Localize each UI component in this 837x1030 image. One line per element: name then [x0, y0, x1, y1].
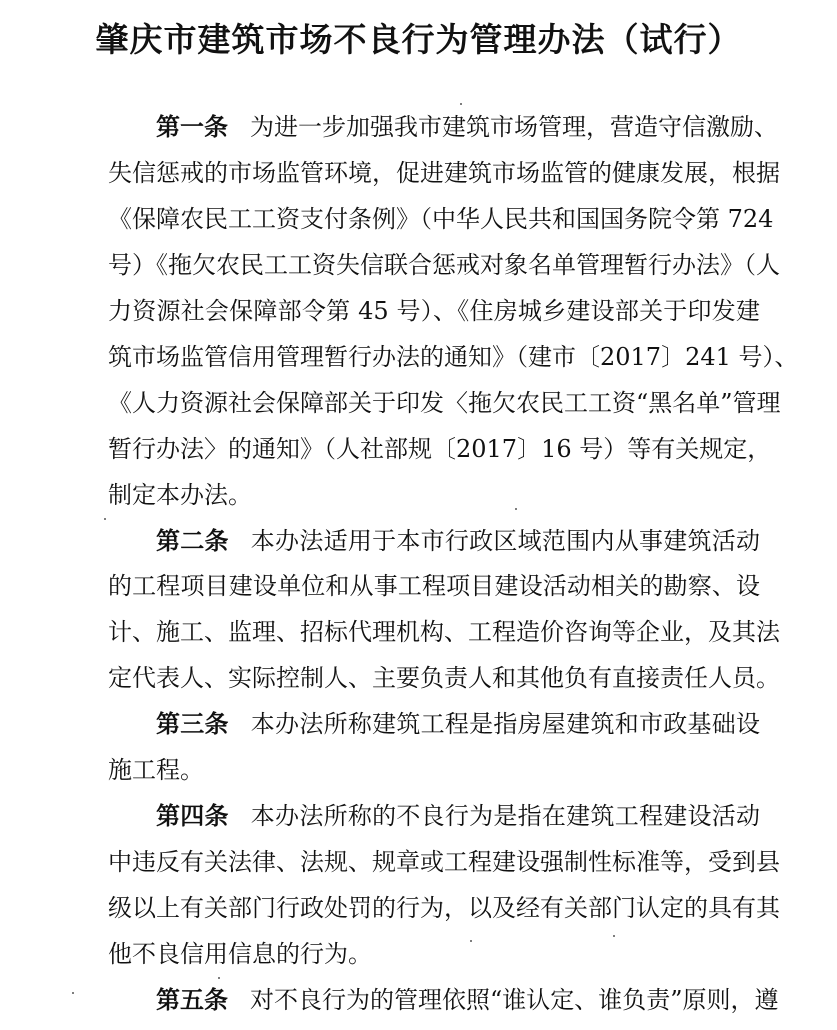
article-4-line-2: 中违反有关法律、法规、规章或工程建设强制性标准等，受到县	[108, 848, 780, 876]
article-5-label: 第五条	[156, 985, 228, 1014]
article-1-line-2: 失信惩戒的市场监管环境，促进建筑市场监管的健康发展，根据	[108, 159, 780, 187]
document-title: 肇庆市建筑市场不良行为管理办法（试行）	[95, 20, 742, 59]
scan-speck	[104, 518, 106, 520]
scan-speck	[72, 992, 74, 994]
article-1-line-7: 《人力资源社会保障部关于印发〈拖欠农民工工资“黑名单”管理	[108, 389, 781, 417]
article-4-line-3: 级以上有关部门行政处罚的行为，以及经有关部门认定的具有其	[108, 894, 780, 922]
article-2-line-4: 定代表人、实际控制人、主要负责人和其他负有直接责任人员。	[108, 664, 780, 692]
article-1-label: 第一条	[156, 112, 228, 141]
article-4-text: 本办法所称的不良行为是指在建筑工程建设活动	[250, 802, 761, 830]
article-4-label: 第四条	[156, 801, 229, 830]
article-1-line-3: 《保障农民工工资支付条例》（中华人民共和国国务院令第 724	[108, 205, 774, 233]
article-2-line-2: 的工程项目建设单位和从事工程项目建设活动相关的勘察、设	[108, 572, 760, 600]
article-1-line-8: 暂行办法〉的通知》（人社部规〔2017〕16 号）等有关规定，	[108, 435, 772, 463]
article-3-text: 本办法所称建筑工程是指房屋建筑和市政基础设	[250, 710, 761, 738]
article-1-line-4: 号）《拖欠农民工工资失信联合惩戒对象名单管理暂行办法》（人	[108, 251, 780, 279]
article-1-line-6: 筑市场监管信用管理暂行办法的通知》（建市〔2017〕241 号）、	[108, 343, 799, 371]
article-2-text: 本办法适用于本市行政区域范围内从事建筑活动	[250, 527, 761, 555]
article-1-line-9: 制定本办法。	[108, 481, 252, 509]
article-5-line-1	[156, 976, 779, 1024]
scan-speck	[613, 935, 615, 937]
article-2-label: 第二条	[156, 526, 229, 555]
article-1-text: 为进一步加强我市建筑市场管理，营造守信激励、	[250, 113, 778, 141]
article-5-text: 对不良行为的管理依照“谁认定、谁负责”原则，遵	[250, 986, 779, 1014]
article-3-line-1	[156, 700, 760, 748]
article-3-line-2: 施工程。	[108, 756, 204, 784]
scan-speck	[515, 508, 517, 510]
scan-speck	[460, 103, 462, 105]
article-1-line-5: 力资源社会保障部令第 45 号）、《住房城乡建设部关于印发建	[108, 297, 760, 325]
scan-speck	[470, 940, 472, 942]
article-4-line-4: 他不良信用信息的行为。	[108, 940, 372, 968]
scan-speck	[218, 977, 220, 979]
article-2-line-3: 计、施工、监理、招标代理机构、工程造价咨询等企业，及其法	[108, 618, 780, 646]
article-4-line-1	[156, 792, 760, 840]
article-3-label: 第三条	[156, 709, 229, 738]
article-2-line-1	[156, 517, 760, 565]
article-1-line-1	[156, 103, 778, 151]
